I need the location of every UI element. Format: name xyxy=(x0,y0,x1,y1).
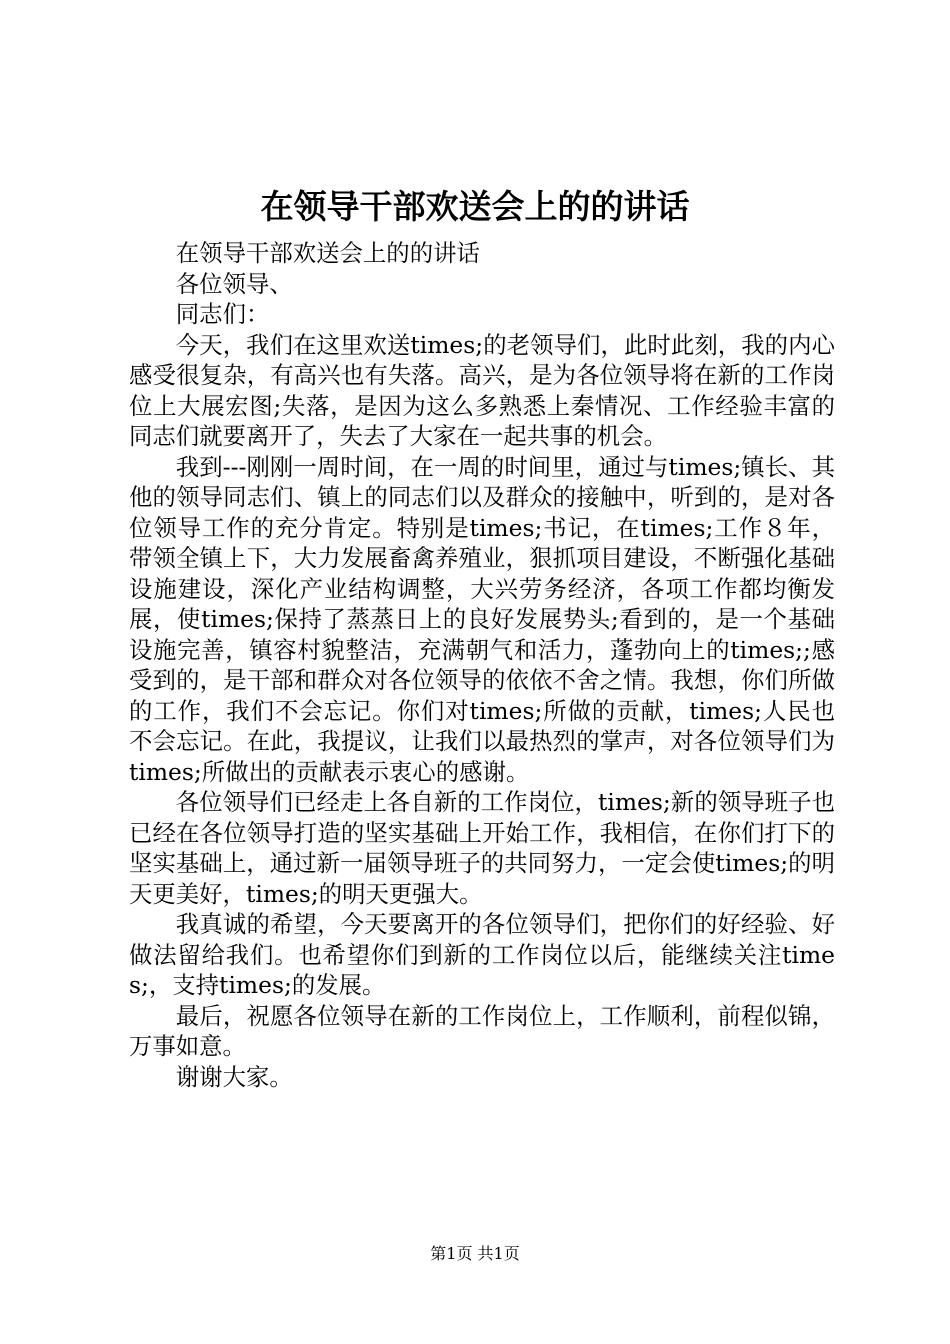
paragraph-achievements: 我到---刚刚一周时间，在一周的时间里，通过与times;镇长、其他的领导同志们、镇上的同志们以及群众的接触中，听到的，是对各位领导工作的充分肯定。特别是times;书记，在times;工作８年，带领全镇上下，大力发展畜禽养殖业，狠抓项目建设，不断强化基础设施建设，深化产业结构调整，大兴劳务经济，各项工作都均衡发展，使times;保持了蒸蒸日上的良好发展势头;看到的，是一个基础设施完善，镇容村貌整洁，充满朝气和活力，蓬勃向上的times;;感受到的，是干部和群众对各位领导的依依不舍之情。我想，你们所做的工作，我们不会忘记。你们对times;所做的贡献，times;人民也不会忘记。在此，我提议，让我们以最热烈的掌声，对各位领导们为times;所做出的贡献表示衷心的感谢。 xyxy=(129,452,835,786)
paragraph-thanks: 谢谢大家。 xyxy=(175,1062,293,1091)
paragraph-wishes: 最后，祝愿各位领导在新的工作岗位上，工作顺利，前程似锦，万事如意。 xyxy=(129,1001,835,1060)
paragraph-salutation-leaders: 各位领导、 xyxy=(175,269,293,298)
paragraph-new-team: 各位领导们已经走上各自新的工作岗位，times;新的领导班子也已经在各位领导打造的坚实基础上开始工作，我相信，在你们打下的坚实基础上，通过新一届领导班子的共同努力，一定会使times;的明天更美好，times;的明天更强大。 xyxy=(129,788,835,908)
paragraph-salutation-comrades: 同志们： xyxy=(175,300,270,328)
paragraph-opening: 今天，我们在这里欢送times;的老领导们，此时此刻，我的内心感受很复杂，有高兴也有失落。高兴，是为各位领导将在新的工作岗位上大展宏图;失落，是因为这么多熟悉上秦情况、工作经验丰富的同志们就要离开了，失去了大家在一起共事的机会。 xyxy=(129,330,835,450)
document-body xyxy=(129,238,835,1092)
paragraph-subtitle: 在领导干部欢送会上的的讲话 xyxy=(175,239,480,267)
page-footer: 第1页 共1页 xyxy=(430,1244,520,1263)
document-title: 在领导干部欢送会上的的讲话 xyxy=(260,187,690,226)
paragraph-hope: 我真诚的希望，今天要离开的各位领导们，把你们的好经验、好做法留给我们。也希望你们到新的工作岗位以后，能继续关注times;，支持times;的发展。 xyxy=(129,910,835,999)
